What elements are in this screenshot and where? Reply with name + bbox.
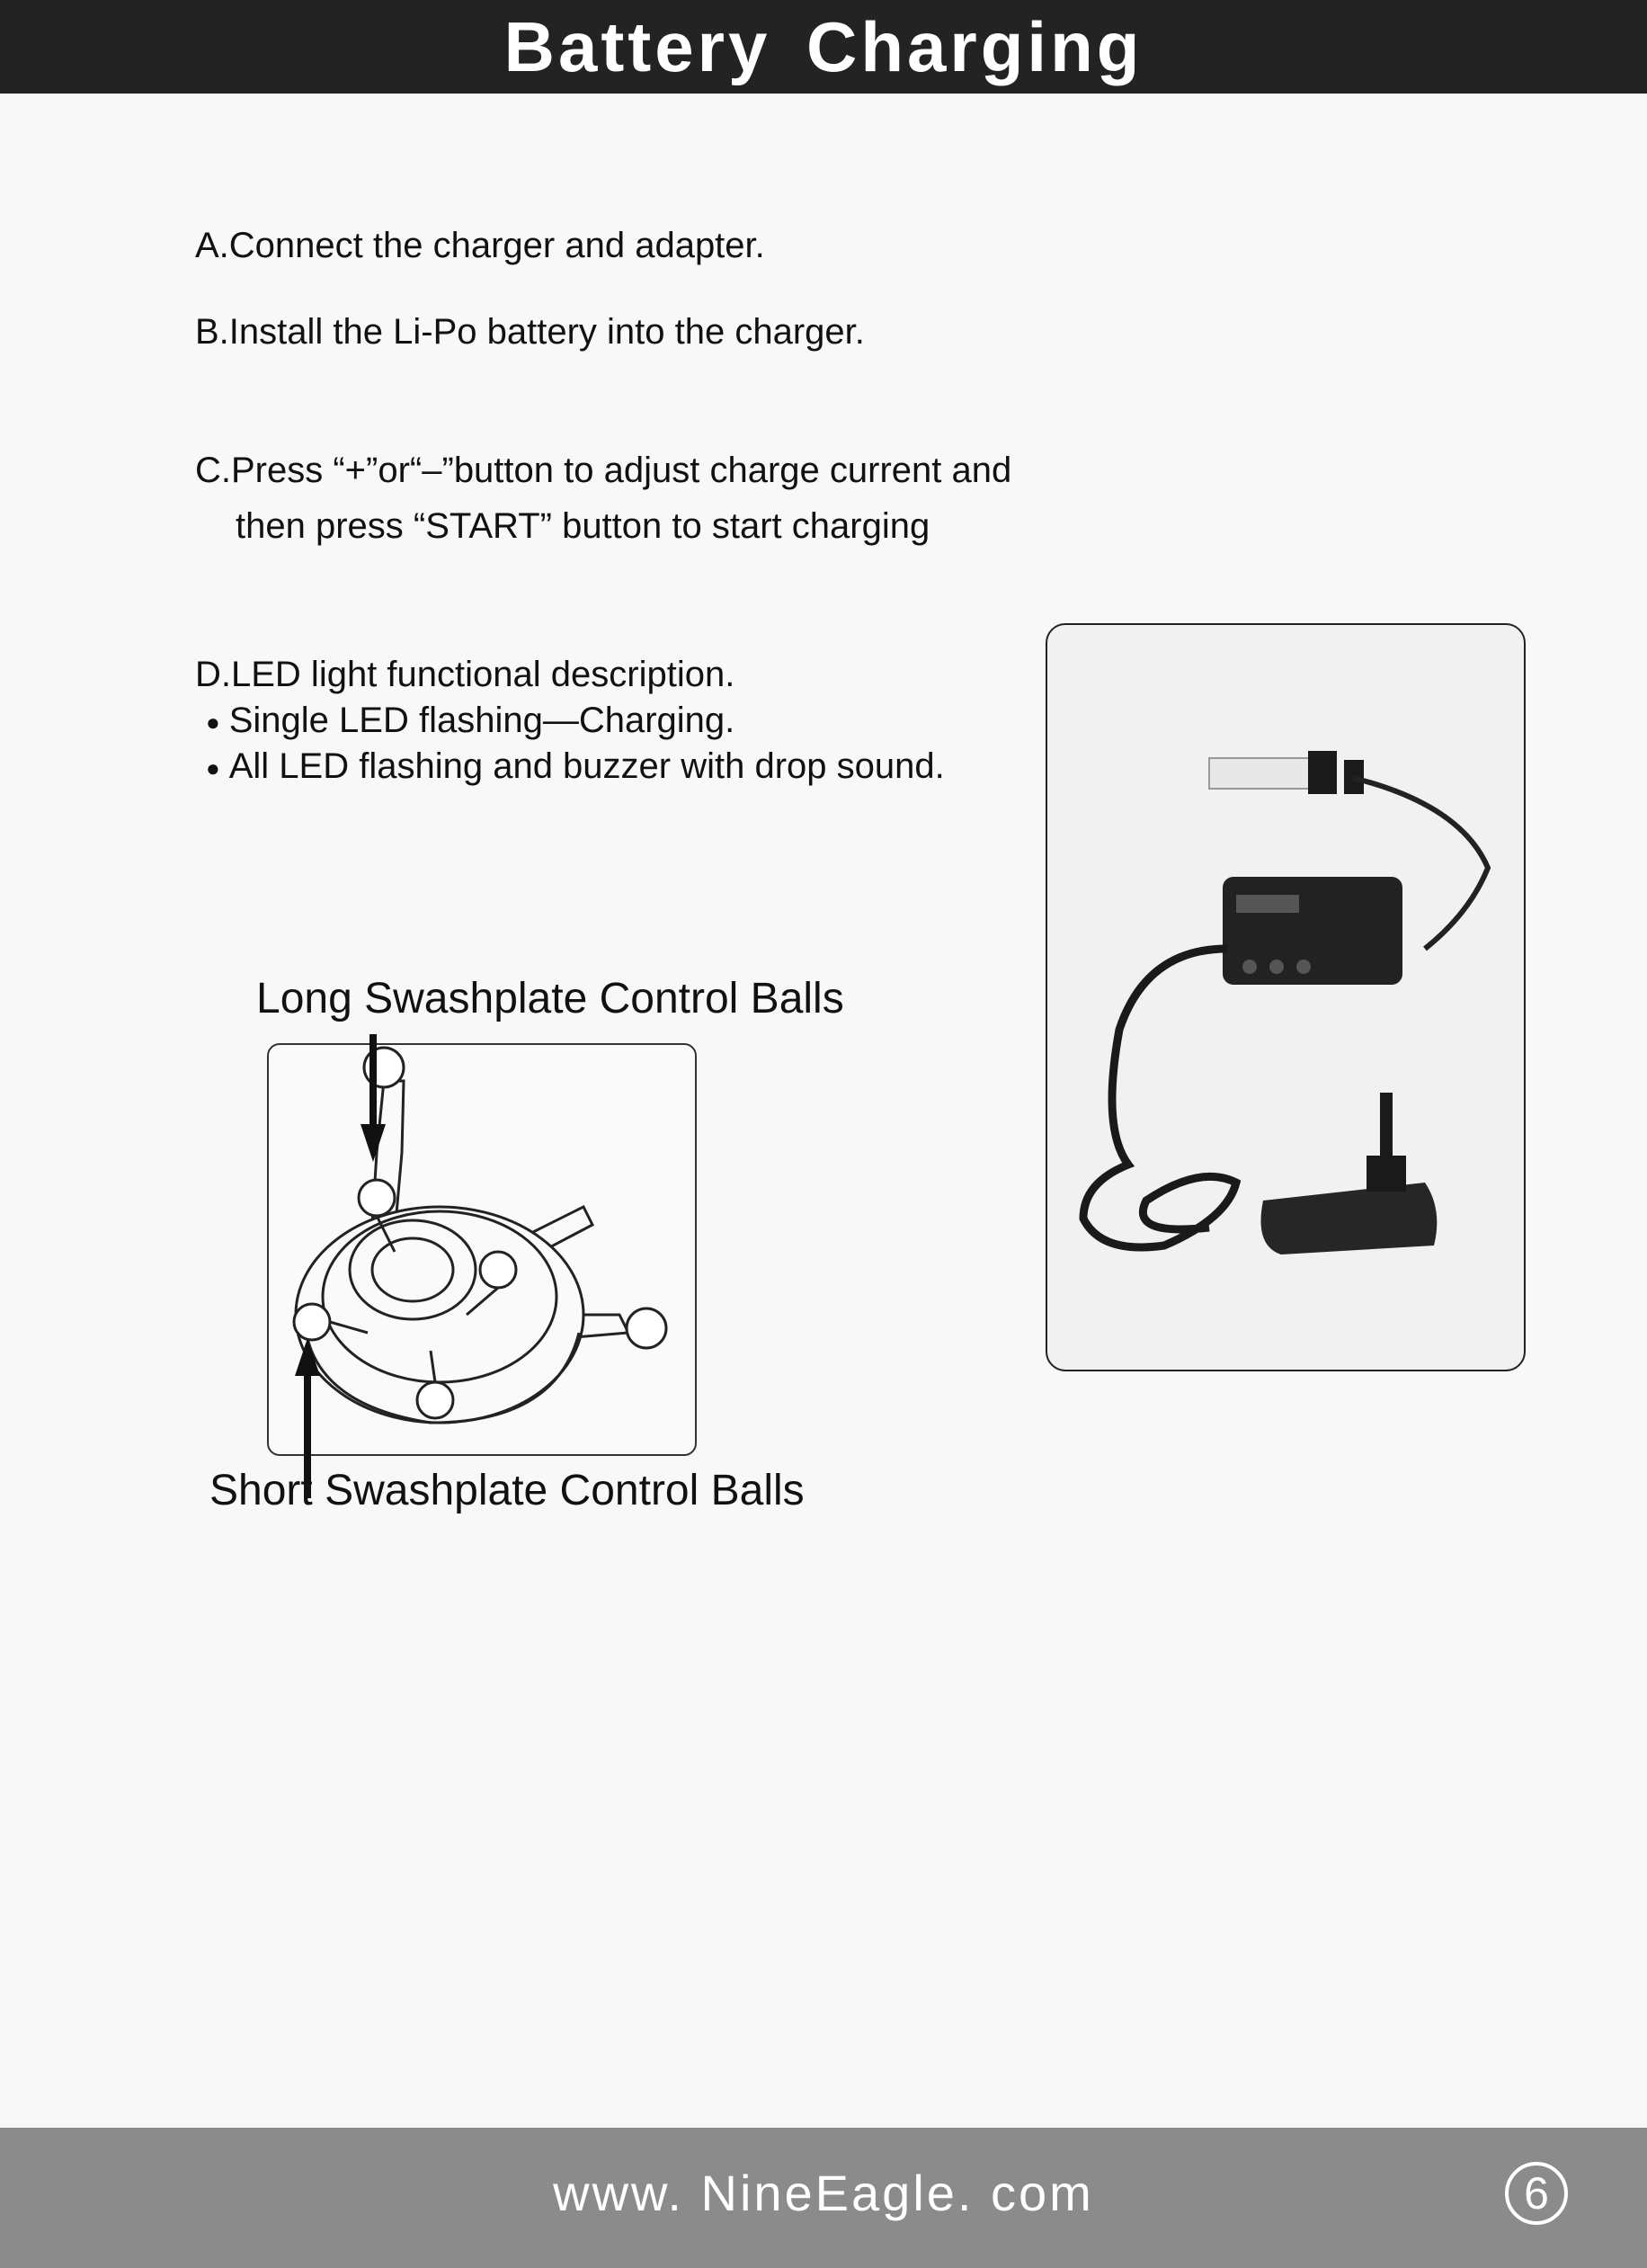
arrow-down-icon <box>355 1034 391 1165</box>
step-b: B.Install the Li-Po battery into the charger. <box>195 312 865 352</box>
arrow-up-icon <box>289 1338 325 1498</box>
long-balls-label: Long Swashplate Control Balls <box>256 975 844 1022</box>
page-header <box>0 0 1647 94</box>
swashplate-figure <box>267 1043 697 1456</box>
step-d <box>195 652 945 790</box>
short-balls-label: Short Swashplate Control Balls <box>209 1467 805 1514</box>
led-bullet-2 <box>195 744 945 790</box>
led-bullet-text: Single LED flashing—Charging. <box>228 701 735 741</box>
step-c <box>195 442 1011 554</box>
website-link[interactable]: www. NineEagle. com <box>553 2165 1094 2221</box>
step-c-line1: C.Press “+”or“–”button to adjust charge current and <box>195 451 1012 490</box>
led-bullet-text: All LED flashing and buzzer with drop sound. <box>228 746 945 787</box>
bullet-dot-icon: ● <box>206 755 220 782</box>
led-bullet-1 <box>195 698 945 744</box>
bullet-dot-icon: ● <box>206 708 220 736</box>
charger-kit-illustration <box>1047 625 1524 1370</box>
step-c-line2: then press “START” button to start charging <box>236 506 930 546</box>
step-a: A.Connect the charger and adapter. <box>195 226 765 265</box>
swashplate-illustration <box>269 1045 695 1454</box>
page-footer <box>0 2128 1647 2268</box>
page-title: Battery Charging <box>503 6 1144 86</box>
page-number: 6 <box>1505 2162 1568 2225</box>
step-d-title: D.LED light functional description. <box>195 655 735 694</box>
charger-photo <box>1046 623 1526 1371</box>
